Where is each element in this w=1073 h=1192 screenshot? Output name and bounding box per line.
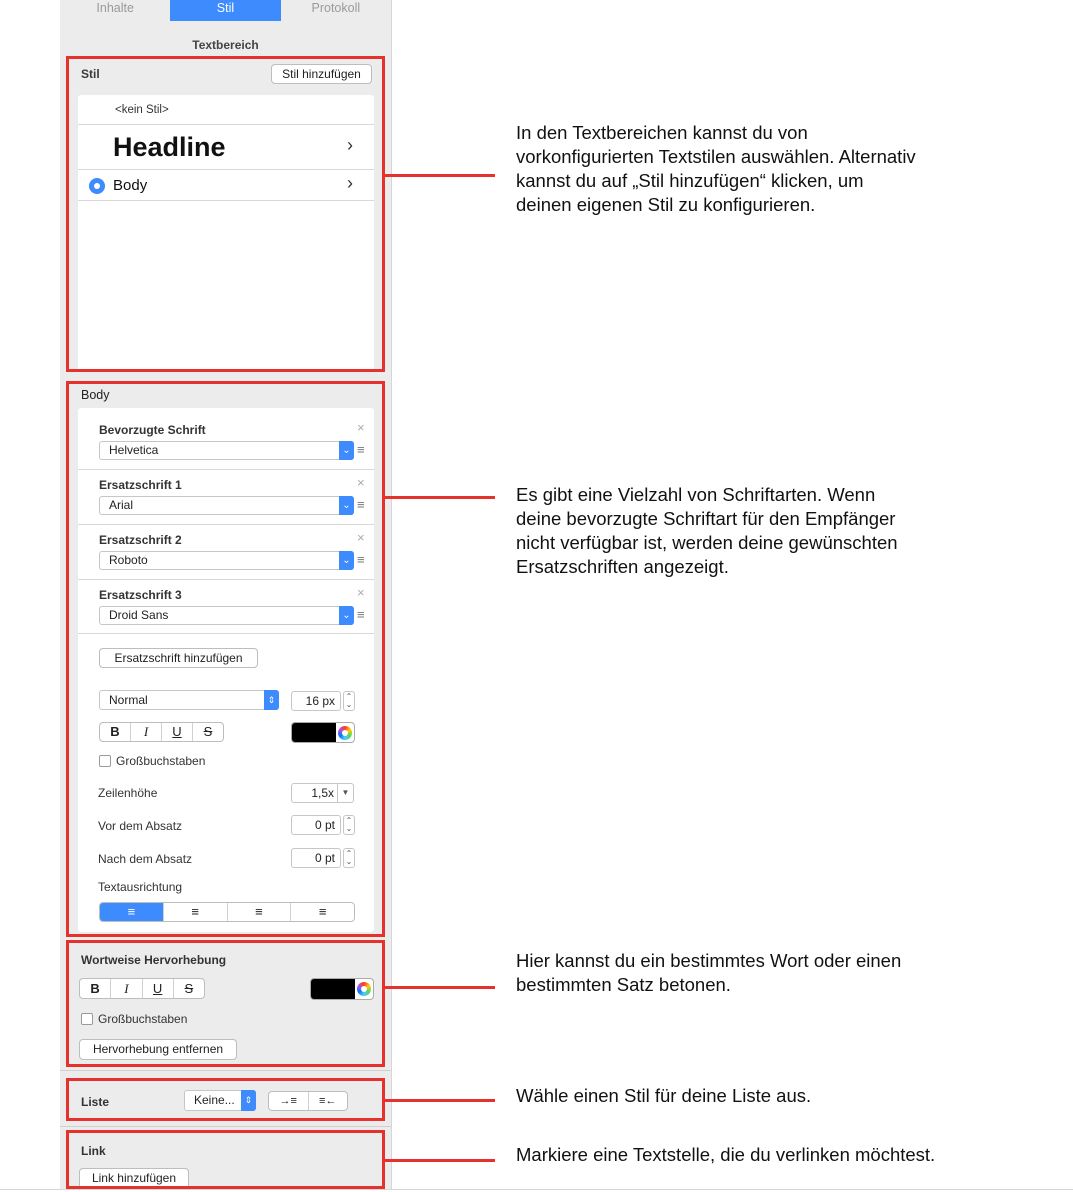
bottom-divider [0, 1189, 1073, 1190]
underline-button[interactable]: U [162, 723, 193, 741]
font-size-input[interactable]: 16 px [291, 691, 341, 711]
italic-button[interactable]: I [111, 979, 142, 998]
align-left-icon[interactable]: ≡ [100, 903, 164, 921]
emphasis-uppercase-label: Großbuchstaben [98, 1012, 188, 1026]
emphasis-section-title: Wortweise Hervorhebung [81, 953, 227, 967]
highlight-box-emphasis [66, 940, 385, 1067]
updown-arrows-icon: ⇕ [241, 1090, 256, 1111]
font-select-value: Roboto [109, 553, 148, 567]
style-item-headline[interactable]: Headline [113, 132, 226, 162]
annotation-link [516, 1143, 935, 1167]
after-paragraph-stepper[interactable]: ⌃ ⌄ [343, 848, 355, 868]
chevron-right-icon[interactable]: › [347, 135, 353, 155]
strikethrough-button[interactable]: S [203, 724, 213, 739]
font-label-preferred: Bevorzugte Schrift [99, 423, 206, 437]
italic-button[interactable]: I [131, 723, 162, 741]
link-section-title: Link [81, 1144, 106, 1158]
align-justify-icon[interactable]: ≡ [318, 904, 327, 919]
add-style-button[interactable]: Stil hinzufügen [271, 64, 372, 84]
bold-button[interactable]: B [80, 979, 111, 998]
connector-line-emphasis [385, 986, 495, 989]
font-weight-value: Normal [109, 693, 148, 707]
underline-button[interactable]: U [143, 979, 174, 998]
body-section-title: Body [81, 388, 110, 402]
tab-stil[interactable]: Stil [170, 0, 280, 21]
annotation-line: kannst du auf „Stil hinzufügen“ klicken, um [516, 170, 864, 191]
indent-icon[interactable]: →≡ [269, 1092, 309, 1110]
annotation-line: deinen eigenen Stil zu konfigurieren. [516, 194, 816, 215]
tab-inhalte[interactable]: Inhalte [96, 1, 134, 15]
connector-line-link [385, 1159, 495, 1162]
updown-arrows-icon: ⇕ [264, 690, 279, 710]
panel-title: Textbereich [192, 38, 259, 52]
before-paragraph-input[interactable]: 0 pt [291, 815, 341, 835]
add-fallback-font-button[interactable]: Ersatzschrift hinzufügen [99, 648, 258, 668]
outdent-icon[interactable]: ≡← [319, 1095, 337, 1107]
stil-section-title: Stil [81, 67, 100, 81]
after-paragraph-label: Nach dem Absatz [98, 852, 193, 866]
annotation-stil [516, 121, 916, 217]
remove-font-icon[interactable]: × [357, 585, 365, 600]
line-height-label: Zeilenhöhe [98, 786, 158, 800]
annotation-line: Hier kannst du ein bestimmtes Wort oder einen [516, 950, 902, 971]
before-paragraph-label: Vor dem Absatz [98, 819, 183, 833]
bold-button[interactable]: B [100, 723, 131, 741]
align-right-icon[interactable]: ≡ [228, 903, 292, 921]
alignment-label: Textausrichtung [98, 880, 183, 894]
annotation-line: vorkonfigurierten Textstilen auswählen. Alternativ [516, 146, 916, 167]
uppercase-label: Großbuchstaben [116, 754, 206, 768]
tab-protokoll[interactable]: Protokoll [311, 1, 361, 15]
caret-down-icon: ▼ [337, 784, 353, 802]
list-style-value: Keine... [194, 1093, 235, 1107]
after-paragraph-input[interactable]: 0 pt [291, 848, 341, 868]
drag-handle-icon[interactable]: ≡ [357, 497, 365, 512]
chevron-down-icon: ⌄ [339, 441, 354, 460]
strikethrough-button[interactable]: S [184, 981, 194, 996]
tab-bar [60, 0, 391, 21]
highlight-box-stil [66, 56, 385, 372]
chevron-down-icon: ⌄ [339, 551, 354, 570]
list-section-title: Liste [81, 1095, 110, 1109]
align-center-icon[interactable]: ≡ [164, 903, 228, 921]
font-select-value: Helvetica [109, 443, 159, 457]
font-label-fallback-2: Ersatzschrift 2 [99, 533, 182, 547]
annotation-line: nicht verfügbar ist, werden deine gewünschten [516, 532, 898, 553]
annotation-line: Markiere eine Textstelle, die du verlinken möchtest. [516, 1144, 936, 1165]
chevron-down-icon: ⌄ [339, 606, 354, 625]
add-link-button[interactable]: Link hinzufügen [79, 1168, 189, 1189]
highlight-box-link [66, 1130, 385, 1189]
highlight-box-body [66, 381, 385, 937]
annotation-list [516, 1084, 811, 1108]
annotation-body [516, 483, 898, 579]
drag-handle-icon[interactable]: ≡ [357, 607, 365, 622]
connector-line-stil [385, 174, 495, 177]
highlight-box-list [66, 1078, 385, 1121]
line-height-value: 1,5x [311, 786, 334, 800]
style-item-none[interactable]: <kein Stil> [115, 104, 169, 116]
annotation-emphasis [516, 949, 901, 997]
annotation-line: deine bevorzugte Schriftart für den Empfänger [516, 508, 896, 529]
chevron-right-icon[interactable]: › [347, 173, 353, 193]
remove-font-icon[interactable]: × [357, 530, 365, 545]
font-select-value: Arial [109, 498, 134, 512]
annotation-line: In den Textbereichen kannst du von [516, 122, 808, 143]
remove-font-icon[interactable]: × [357, 420, 365, 435]
remove-emphasis-button[interactable]: Hervorhebung entfernen [79, 1039, 237, 1060]
remove-font-icon[interactable]: × [357, 475, 365, 490]
connector-line-list [385, 1099, 495, 1102]
annotation-line: Wähle einen Stil für deine Liste aus. [516, 1085, 812, 1106]
drag-handle-icon[interactable]: ≡ [357, 442, 365, 457]
drag-handle-icon[interactable]: ≡ [357, 552, 365, 567]
font-size-stepper[interactable]: ⌃ ⌄ [343, 691, 355, 711]
chevron-down-icon: ⌄ [339, 496, 354, 515]
connector-line-body [385, 496, 495, 499]
annotation-line: bestimmten Satz betonen. [516, 974, 731, 995]
annotation-line: Ersatzschriften angezeigt. [516, 556, 729, 577]
before-paragraph-stepper[interactable]: ⌃ ⌄ [343, 815, 355, 835]
annotation-line: Es gibt eine Vielzahl von Schriftarten. Wenn [516, 484, 876, 505]
style-item-body[interactable]: Body [113, 177, 148, 194]
font-label-fallback-3: Ersatzschrift 3 [99, 588, 182, 602]
font-label-fallback-1: Ersatzschrift 1 [99, 478, 182, 492]
font-select-value: Droid Sans [109, 608, 169, 622]
